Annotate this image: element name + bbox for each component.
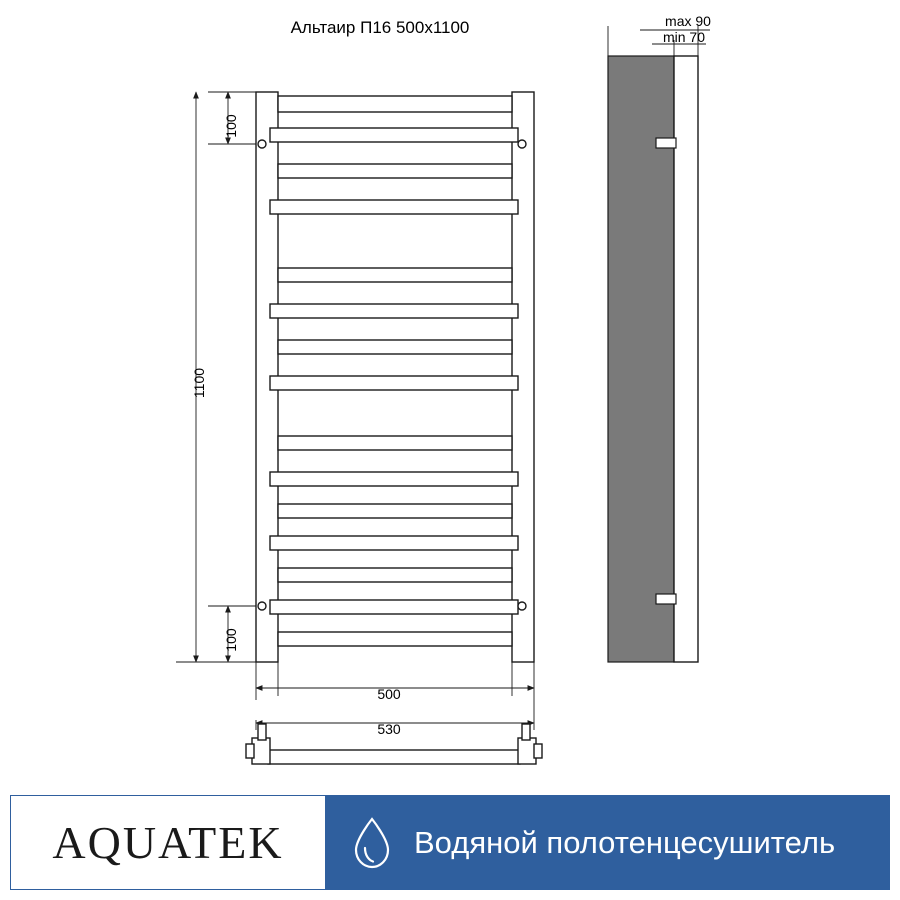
page-title: Альтаир П16 500х1100 <box>290 18 470 37</box>
brand-footer <box>10 795 890 890</box>
dim-top-offset-label: 100 <box>223 114 239 138</box>
dim-width-inner-label: 500 <box>377 686 401 702</box>
brand-logo-box <box>11 796 326 889</box>
dim-width-outer-label: 530 <box>377 721 401 737</box>
tagline-box <box>326 796 889 889</box>
tagline-text: Водяной полотенцесушитель <box>414 824 836 860</box>
brand-name: AQUATEK <box>52 817 284 868</box>
water-drop-icon <box>352 817 392 869</box>
dim-depth-min-label: min 70 <box>662 29 706 45</box>
side-view <box>608 56 698 662</box>
dim-height-label: 1100 <box>191 367 207 399</box>
dim-depth-max-label: max 90 <box>665 13 711 29</box>
dim-bottom-offset-label: 100 <box>223 628 239 652</box>
front-view <box>256 92 534 662</box>
